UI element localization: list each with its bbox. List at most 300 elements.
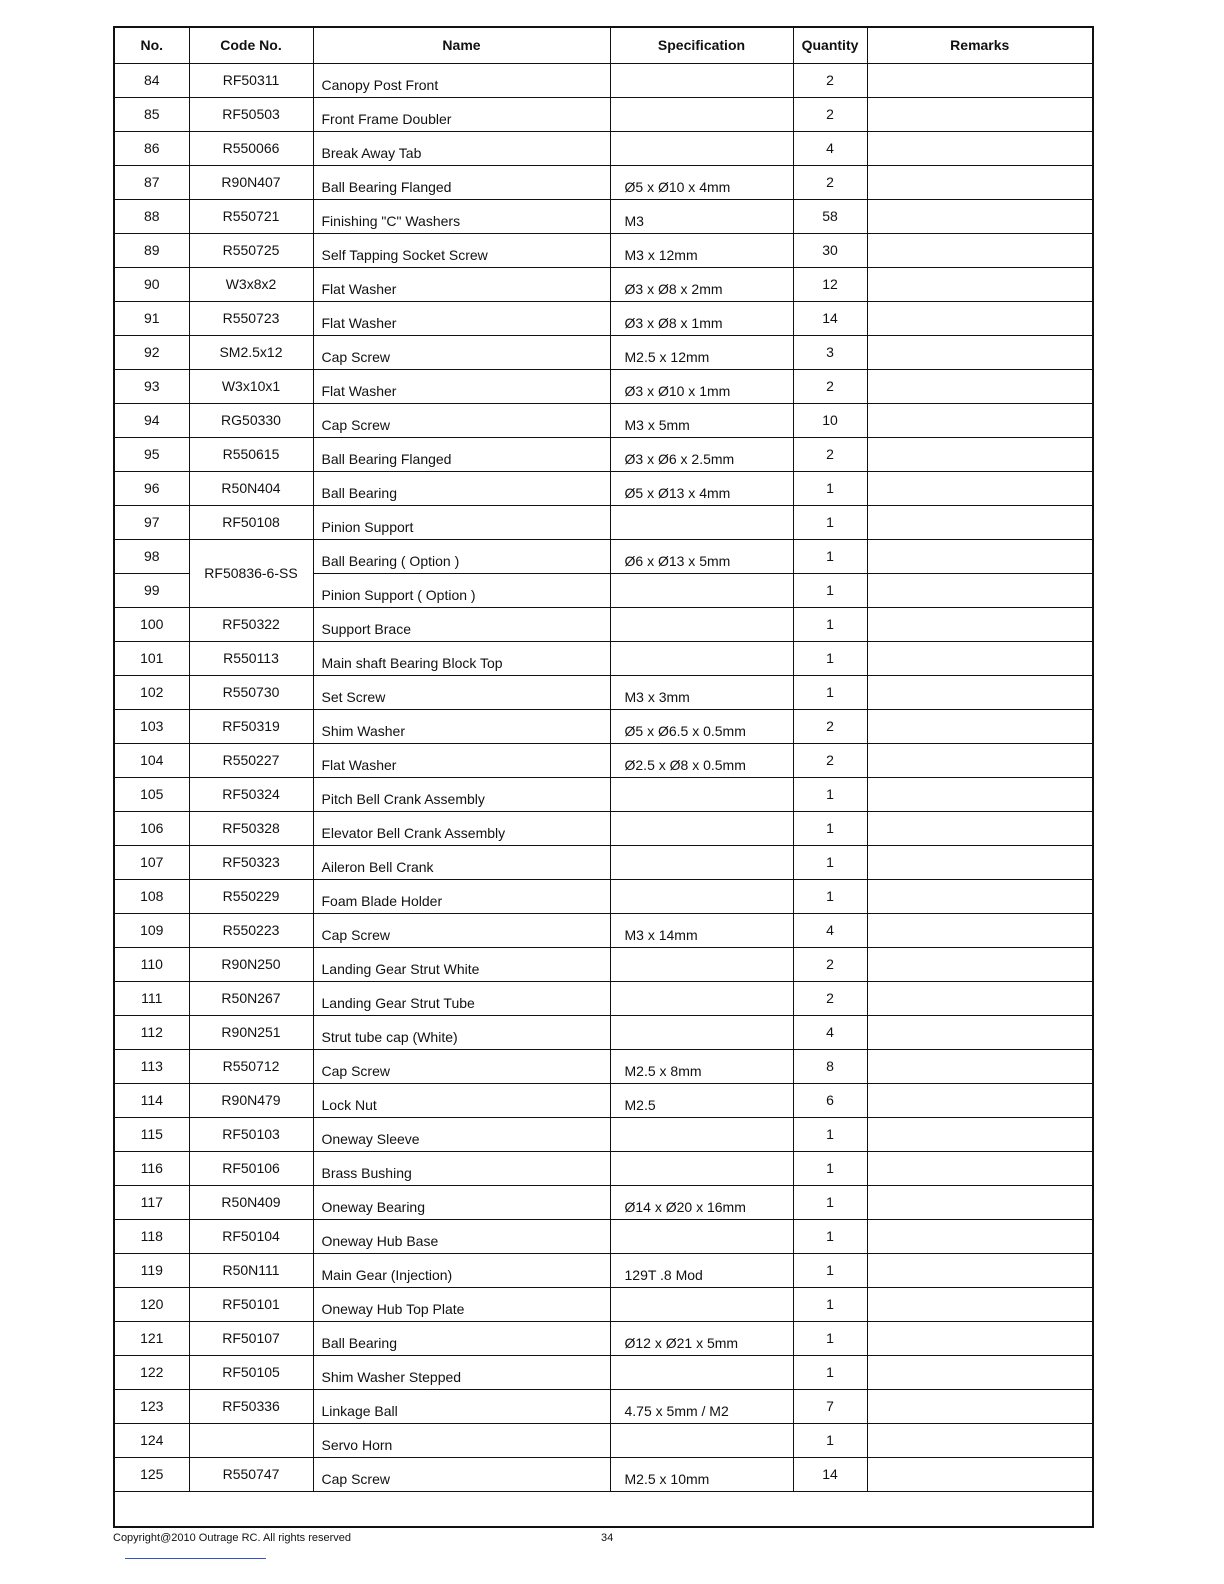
table-row	[115, 403, 1092, 437]
cell-code-no: R90N251	[189, 1015, 313, 1049]
header-specification: Specification	[610, 28, 793, 63]
cell-name: Cap Screw	[313, 1049, 610, 1083]
cell-code-no: R550712	[189, 1049, 313, 1083]
cell-quantity: 2	[793, 369, 867, 403]
cell-remarks	[867, 1389, 1092, 1423]
cell-remarks	[867, 267, 1092, 301]
cell-code-no: R550223	[189, 913, 313, 947]
cell-remarks	[867, 777, 1092, 811]
cell-code-no: R50N111	[189, 1253, 313, 1287]
cell-no: 92	[115, 335, 189, 369]
cell-code-no: R550723	[189, 301, 313, 335]
cell-quantity: 1	[793, 641, 867, 675]
table-row	[115, 131, 1092, 165]
cell-specification	[610, 947, 793, 981]
cell-specification	[610, 1117, 793, 1151]
cell-specification	[610, 879, 793, 913]
cell-quantity: 2	[793, 709, 867, 743]
cell-code-no: RF50104	[189, 1219, 313, 1253]
cell-name: Brass Bushing	[313, 1151, 610, 1185]
cell-specification	[610, 1219, 793, 1253]
table-row	[115, 1355, 1092, 1389]
cell-name: Main Gear (Injection)	[313, 1253, 610, 1287]
cell-remarks	[867, 947, 1092, 981]
cell-specification: Ø5 x Ø13 x 4mm	[610, 471, 793, 505]
cell-specification: M3	[610, 199, 793, 233]
cell-specification	[610, 811, 793, 845]
cell-remarks	[867, 913, 1092, 947]
cell-specification: M3 x 14mm	[610, 913, 793, 947]
cell-quantity: 3	[793, 335, 867, 369]
cell-quantity: 10	[793, 403, 867, 437]
header-no: No.	[115, 28, 189, 63]
cell-code-no: RF50323	[189, 845, 313, 879]
cell-no: 91	[115, 301, 189, 335]
cell-name: Oneway Sleeve	[313, 1117, 610, 1151]
cell-remarks	[867, 165, 1092, 199]
cell-remarks	[867, 675, 1092, 709]
cell-remarks	[867, 1219, 1092, 1253]
cell-remarks	[867, 1321, 1092, 1355]
cell-remarks	[867, 233, 1092, 267]
table-row	[115, 301, 1092, 335]
table-row	[115, 777, 1092, 811]
cell-name: Flat Washer	[313, 301, 610, 335]
cell-no: 102	[115, 675, 189, 709]
table-row	[115, 437, 1092, 471]
cell-code-no: R550113	[189, 641, 313, 675]
cell-code-no: RF50108	[189, 505, 313, 539]
cell-remarks	[867, 845, 1092, 879]
cell-quantity: 2	[793, 743, 867, 777]
cell-no: 109	[115, 913, 189, 947]
table-row	[115, 267, 1092, 301]
cell-specification	[610, 1151, 793, 1185]
cell-specification: Ø3 x Ø6 x 2.5mm	[610, 437, 793, 471]
cell-code-no: R90N479	[189, 1083, 313, 1117]
cell-remarks	[867, 131, 1092, 165]
cell-quantity: 14	[793, 301, 867, 335]
cell-quantity: 1	[793, 539, 867, 573]
cell-remarks	[867, 437, 1092, 471]
cell-no: 123	[115, 1389, 189, 1423]
cell-quantity: 1	[793, 1185, 867, 1219]
table-row	[115, 1389, 1092, 1423]
cell-remarks	[867, 403, 1092, 437]
cell-specification: M2.5 x 12mm	[610, 335, 793, 369]
cell-name: Shim Washer	[313, 709, 610, 743]
cell-specification: 4.75 x 5mm / M2	[610, 1389, 793, 1423]
cell-specification: Ø2.5 x Ø8 x 0.5mm	[610, 743, 793, 777]
table-row	[115, 63, 1092, 97]
cell-name: Elevator Bell Crank Assembly	[313, 811, 610, 845]
cell-name: Flat Washer	[313, 743, 610, 777]
cell-no: 125	[115, 1457, 189, 1491]
cell-remarks	[867, 743, 1092, 777]
cell-quantity: 1	[793, 879, 867, 913]
table-row	[115, 471, 1092, 505]
cell-name: Landing Gear Strut White	[313, 947, 610, 981]
cell-quantity: 1	[793, 471, 867, 505]
table-row	[115, 913, 1092, 947]
cell-remarks	[867, 1117, 1092, 1151]
cell-code-no: RF50336	[189, 1389, 313, 1423]
header-quantity: Quantity	[793, 28, 867, 63]
cell-no: 85	[115, 97, 189, 131]
cell-no: 113	[115, 1049, 189, 1083]
cell-name: Oneway Bearing	[313, 1185, 610, 1219]
cell-quantity: 6	[793, 1083, 867, 1117]
cell-no: 90	[115, 267, 189, 301]
cell-specification: 129T .8 Mod	[610, 1253, 793, 1287]
cell-no: 104	[115, 743, 189, 777]
cell-remarks	[867, 1083, 1092, 1117]
table-row	[115, 335, 1092, 369]
parts-table-body	[115, 63, 1092, 1525]
cell-name: Servo Horn	[313, 1423, 610, 1457]
cell-no: 107	[115, 845, 189, 879]
cell-quantity: 14	[793, 1457, 867, 1491]
table-row	[115, 1049, 1092, 1083]
cell-specification: Ø5 x Ø10 x 4mm	[610, 165, 793, 199]
cell-code-no: RF50101	[189, 1287, 313, 1321]
cell-quantity: 12	[793, 267, 867, 301]
cell-remarks	[867, 301, 1092, 335]
table-header-row	[115, 28, 1092, 63]
cell-specification	[610, 1355, 793, 1389]
table-row	[115, 1015, 1092, 1049]
cell-remarks	[867, 63, 1092, 97]
cell-no: 112	[115, 1015, 189, 1049]
cell-name: Cap Screw	[313, 403, 610, 437]
cell-remarks	[867, 573, 1092, 607]
table-row	[115, 1117, 1092, 1151]
cell-quantity: 1	[793, 1355, 867, 1389]
table-row	[115, 845, 1092, 879]
cell-remarks	[867, 1253, 1092, 1287]
cell-quantity: 2	[793, 947, 867, 981]
cell-name: Oneway Hub Top Plate	[313, 1287, 610, 1321]
cell-no: 84	[115, 63, 189, 97]
cell-remarks	[867, 1355, 1092, 1389]
cell-code-no: R550747	[189, 1457, 313, 1491]
cell-remarks	[867, 369, 1092, 403]
cell-remarks	[867, 1151, 1092, 1185]
cell-remarks	[867, 1185, 1092, 1219]
cell-code-no: RG50330	[189, 403, 313, 437]
table-row	[115, 233, 1092, 267]
cell-name: Ball Bearing	[313, 471, 610, 505]
cell-remarks	[867, 709, 1092, 743]
cell-specification: M2.5 x 8mm	[610, 1049, 793, 1083]
cell-remarks	[867, 1423, 1092, 1457]
cell-quantity: 2	[793, 981, 867, 1015]
cell-code-no: RF50319	[189, 709, 313, 743]
cell-remarks	[867, 505, 1092, 539]
cell-no: 110	[115, 947, 189, 981]
cell-no: 119	[115, 1253, 189, 1287]
cell-quantity: 58	[793, 199, 867, 233]
cell-quantity: 1	[793, 1287, 867, 1321]
cell-specification	[610, 981, 793, 1015]
cell-no: 89	[115, 233, 189, 267]
cell-no: 117	[115, 1185, 189, 1219]
cell-code-no: R550229	[189, 879, 313, 913]
cell-quantity: 1	[793, 607, 867, 641]
table-row	[115, 505, 1092, 539]
cell-specification	[610, 1423, 793, 1457]
cell-name: Pitch Bell Crank Assembly	[313, 777, 610, 811]
table-row	[115, 1287, 1092, 1321]
cell-quantity: 2	[793, 97, 867, 131]
cell-name: Oneway Hub Base	[313, 1219, 610, 1253]
cell-name: Shim Washer Stepped	[313, 1355, 610, 1389]
cell-remarks	[867, 641, 1092, 675]
cell-no: 121	[115, 1321, 189, 1355]
footer-copyright: Copyright@2010 Outrage RC. All rights reserved	[113, 1532, 351, 1544]
cell-remarks	[867, 539, 1092, 573]
empty-row-cell	[115, 1491, 1092, 1525]
cell-quantity: 2	[793, 63, 867, 97]
cell-code-no: RF50836-6-SS	[189, 539, 313, 607]
cell-specification	[610, 1287, 793, 1321]
cell-quantity: 8	[793, 1049, 867, 1083]
cell-quantity: 1	[793, 845, 867, 879]
table-row	[115, 1219, 1092, 1253]
cell-name: Front Frame Doubler	[313, 97, 610, 131]
table-row	[115, 1253, 1092, 1287]
table-row	[115, 97, 1092, 131]
table-row	[115, 1457, 1092, 1491]
cell-quantity: 1	[793, 777, 867, 811]
cell-code-no: W3x10x1	[189, 369, 313, 403]
cell-no: 88	[115, 199, 189, 233]
cell-no: 118	[115, 1219, 189, 1253]
table-row	[115, 1423, 1092, 1457]
cell-name: Break Away Tab	[313, 131, 610, 165]
cell-code-no: RF50103	[189, 1117, 313, 1151]
cell-code-no: R50N267	[189, 981, 313, 1015]
cell-name: Flat Washer	[313, 267, 610, 301]
cell-specification: Ø3 x Ø8 x 2mm	[610, 267, 793, 301]
cell-name: Self Tapping Socket Screw	[313, 233, 610, 267]
cell-name: Ball Bearing ( Option )	[313, 539, 610, 573]
cell-code-no: R550725	[189, 233, 313, 267]
cell-name: Ball Bearing	[313, 1321, 610, 1355]
cell-remarks	[867, 607, 1092, 641]
cell-no: 108	[115, 879, 189, 913]
cell-remarks	[867, 199, 1092, 233]
cell-specification	[610, 641, 793, 675]
table-row	[115, 709, 1092, 743]
cell-name: Foam Blade Holder	[313, 879, 610, 913]
header-code-no: Code No.	[189, 28, 313, 63]
header-remarks: Remarks	[867, 28, 1092, 63]
table-row	[115, 607, 1092, 641]
cell-remarks	[867, 811, 1092, 845]
cell-name: Lock Nut	[313, 1083, 610, 1117]
cell-remarks	[867, 471, 1092, 505]
table-row	[115, 675, 1092, 709]
cell-specification	[610, 505, 793, 539]
cell-no: 115	[115, 1117, 189, 1151]
cell-no: 124	[115, 1423, 189, 1457]
cell-name: Strut tube cap (White)	[313, 1015, 610, 1049]
table-row	[115, 199, 1092, 233]
table-row-empty	[115, 1491, 1092, 1525]
cell-specification: Ø3 x Ø8 x 1mm	[610, 301, 793, 335]
table-row	[115, 1151, 1092, 1185]
cell-no: 111	[115, 981, 189, 1015]
cell-specification	[610, 1015, 793, 1049]
parts-list-sheet	[113, 26, 1094, 1528]
cell-no: 106	[115, 811, 189, 845]
cell-name: Cap Screw	[313, 913, 610, 947]
cell-name: Linkage Ball	[313, 1389, 610, 1423]
cell-name: Canopy Post Front	[313, 63, 610, 97]
cell-code-no: R550066	[189, 131, 313, 165]
cell-specification: Ø14 x Ø20 x 16mm	[610, 1185, 793, 1219]
cell-no: 96	[115, 471, 189, 505]
cell-quantity: 30	[793, 233, 867, 267]
cell-remarks	[867, 1457, 1092, 1491]
cell-specification: Ø5 x Ø6.5 x 0.5mm	[610, 709, 793, 743]
table-row	[115, 369, 1092, 403]
cell-quantity: 1	[793, 811, 867, 845]
cell-specification: Ø3 x Ø10 x 1mm	[610, 369, 793, 403]
table-row	[115, 1321, 1092, 1355]
cell-quantity: 1	[793, 1321, 867, 1355]
cell-quantity: 4	[793, 1015, 867, 1049]
cell-name: Pinion Support	[313, 505, 610, 539]
cell-name: Cap Screw	[313, 335, 610, 369]
cell-no: 116	[115, 1151, 189, 1185]
cell-quantity: 1	[793, 1151, 867, 1185]
cell-no: 87	[115, 165, 189, 199]
cell-quantity: 4	[793, 131, 867, 165]
table-row	[115, 165, 1092, 199]
cell-code-no: R550730	[189, 675, 313, 709]
table-row	[115, 1083, 1092, 1117]
cell-no: 97	[115, 505, 189, 539]
cell-remarks	[867, 97, 1092, 131]
table-row	[115, 1185, 1092, 1219]
cell-quantity: 1	[793, 1423, 867, 1457]
cell-specification: Ø12 x Ø21 x 5mm	[610, 1321, 793, 1355]
cell-no: 99	[115, 573, 189, 607]
footer-link-underline	[125, 1558, 266, 1559]
cell-quantity: 1	[793, 1117, 867, 1151]
cell-specification: M3 x 5mm	[610, 403, 793, 437]
cell-specification: M2.5	[610, 1083, 793, 1117]
header-name: Name	[313, 28, 610, 63]
cell-no: 122	[115, 1355, 189, 1389]
table-row	[115, 811, 1092, 845]
cell-code-no: RF50105	[189, 1355, 313, 1389]
cell-quantity: 1	[793, 675, 867, 709]
cell-specification	[610, 777, 793, 811]
cell-name: Main shaft Bearing Block Top	[313, 641, 610, 675]
cell-specification: Ø6 x Ø13 x 5mm	[610, 539, 793, 573]
cell-code-no: R50N404	[189, 471, 313, 505]
cell-remarks	[867, 1049, 1092, 1083]
cell-quantity: 1	[793, 1253, 867, 1287]
table-row	[115, 981, 1092, 1015]
cell-specification	[610, 63, 793, 97]
cell-code-no: R90N407	[189, 165, 313, 199]
cell-no: 114	[115, 1083, 189, 1117]
cell-remarks	[867, 1015, 1092, 1049]
cell-remarks	[867, 335, 1092, 369]
cell-name: Landing Gear Strut Tube	[313, 981, 610, 1015]
cell-no: 95	[115, 437, 189, 471]
cell-specification	[610, 573, 793, 607]
cell-code-no: RF50311	[189, 63, 313, 97]
cell-remarks	[867, 981, 1092, 1015]
cell-quantity: 1	[793, 1219, 867, 1253]
cell-no: 98	[115, 539, 189, 573]
cell-specification: M3 x 3mm	[610, 675, 793, 709]
cell-remarks	[867, 879, 1092, 913]
cell-specification	[610, 97, 793, 131]
cell-quantity: 7	[793, 1389, 867, 1423]
cell-code-no: RF50328	[189, 811, 313, 845]
cell-quantity: 1	[793, 505, 867, 539]
cell-code-no: RF50106	[189, 1151, 313, 1185]
cell-name: Pinion Support ( Option )	[313, 573, 610, 607]
page-number: 34	[601, 1532, 614, 1544]
cell-name: Finishing "C" Washers	[313, 199, 610, 233]
cell-no: 94	[115, 403, 189, 437]
table-row	[115, 879, 1092, 913]
cell-code-no: R50N409	[189, 1185, 313, 1219]
cell-code-no	[189, 1423, 313, 1457]
cell-name: Cap Screw	[313, 1457, 610, 1491]
parts-table	[115, 28, 1092, 1525]
cell-no: 86	[115, 131, 189, 165]
table-row	[115, 743, 1092, 777]
cell-no: 105	[115, 777, 189, 811]
cell-specification	[610, 845, 793, 879]
cell-code-no: SM2.5x12	[189, 335, 313, 369]
cell-specification	[610, 607, 793, 641]
cell-code-no: RF50322	[189, 607, 313, 641]
cell-specification: M3 x 12mm	[610, 233, 793, 267]
cell-no: 93	[115, 369, 189, 403]
cell-name: Ball Bearing Flanged	[313, 165, 610, 199]
cell-code-no: R550615	[189, 437, 313, 471]
cell-code-no: R90N250	[189, 947, 313, 981]
table-row	[115, 947, 1092, 981]
table-row	[115, 539, 1092, 573]
table-row	[115, 641, 1092, 675]
cell-quantity: 2	[793, 437, 867, 471]
cell-no: 100	[115, 607, 189, 641]
cell-specification: M2.5 x 10mm	[610, 1457, 793, 1491]
cell-no: 101	[115, 641, 189, 675]
cell-specification	[610, 131, 793, 165]
cell-name: Aileron Bell Crank	[313, 845, 610, 879]
cell-name: Flat Washer	[313, 369, 610, 403]
cell-name: Support Brace	[313, 607, 610, 641]
cell-code-no: RF50324	[189, 777, 313, 811]
cell-code-no: R550227	[189, 743, 313, 777]
cell-quantity: 4	[793, 913, 867, 947]
cell-no: 103	[115, 709, 189, 743]
cell-no: 120	[115, 1287, 189, 1321]
cell-code-no: W3x8x2	[189, 267, 313, 301]
cell-name: Set Screw	[313, 675, 610, 709]
